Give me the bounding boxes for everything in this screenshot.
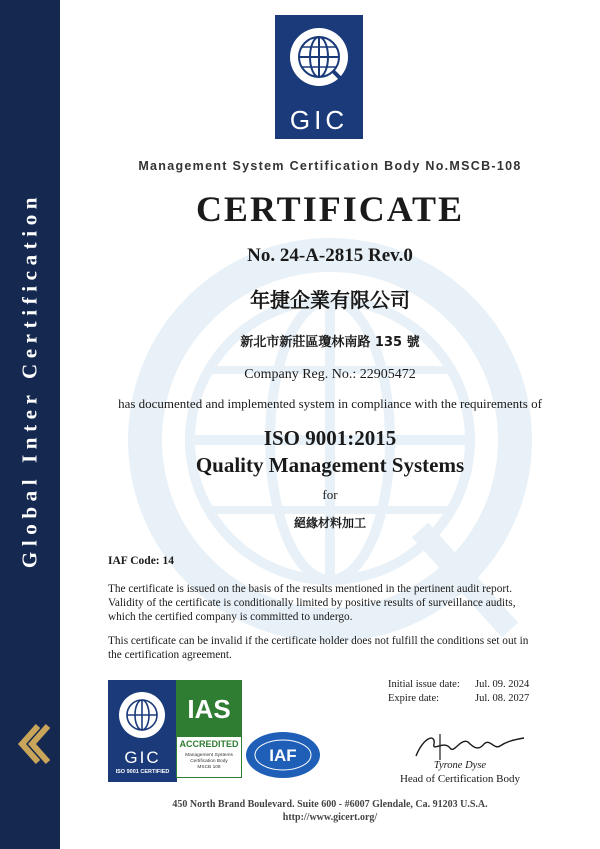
expire-label: Expire date:	[388, 693, 440, 704]
certificate-title: CERTIFICATE	[195, 189, 465, 229]
chevron-double-left-icon	[14, 722, 50, 766]
expire-date: Jul. 08. 2027	[475, 693, 530, 704]
company-name: 年捷企業有限公司	[250, 288, 410, 312]
ias-line-3: MSCB 108	[197, 765, 221, 770]
dates-block	[388, 678, 529, 706]
company-reg-no: Company Reg. No.: 22905472	[244, 367, 416, 382]
gic-badge-name: GIC	[124, 748, 161, 767]
signatory-name: Tyrone Dyse	[433, 760, 487, 771]
globe-icon	[117, 690, 167, 740]
company-address: 新北市新莊區瓊林南路 135 號	[240, 335, 420, 350]
footer-url[interactable]: http://www.gicert.org/	[282, 812, 378, 823]
ias-accredited-label: ACCREDITED	[179, 739, 239, 749]
sidebar-band	[0, 0, 60, 849]
initial-issue-date: Jul. 09. 2024	[475, 679, 530, 690]
iaf-logo	[244, 730, 322, 780]
mscb-line: Management System Certification Body No.MSCB-108	[138, 159, 522, 173]
certification-scope: 絕緣材料加工	[293, 516, 366, 530]
certificate-number: No. 24-A-2815 Rev.0	[247, 245, 413, 266]
gic-logo-text: GIC	[289, 105, 349, 135]
initial-issue-label: Initial issue date:	[388, 679, 460, 690]
standard-code: ISO 9001:2015	[263, 426, 397, 450]
signatory-title: Head of Certification Body	[399, 773, 521, 785]
iaf-logo-text: IAF	[269, 746, 297, 765]
gic-certified-badge	[108, 680, 177, 782]
iaf-code: IAF Code: 14	[108, 555, 175, 567]
for-label: for	[322, 487, 338, 502]
compliance-statement: has documented and implemented system in compliance with the requirements of	[118, 396, 542, 411]
ias-line-1: Management Systems	[185, 753, 233, 758]
sidebar-text: Global Inter Certification	[17, 191, 42, 569]
globe-icon	[287, 25, 351, 89]
validity-paragraph: The certificate is issued on the basis of the results mentioned in the pertinent audit report. Validity of the certificate is conditionally limited by positive results of surveillance audits, which the certified company is committed to undergo.	[108, 583, 516, 623]
ias-line-2: Certification Body	[190, 759, 228, 764]
ias-badge-name: IAS	[177, 681, 241, 737]
gic-badge-sub: ISO 9001 CERTIFIED	[115, 769, 170, 775]
standard-name: Quality Management Systems	[195, 453, 465, 477]
gic-logo	[275, 15, 363, 139]
invalidity-paragraph: This certificate can be invalid if the certificate holder does not fulfill the conditions set out in the certification agreement.	[108, 635, 529, 661]
ias-accredited-badge	[176, 680, 242, 778]
footer-address: 450 North Brand Boulevard. Suite 600 - #6007 Glendale, Ca. 91203 U.S.A.	[172, 799, 488, 810]
